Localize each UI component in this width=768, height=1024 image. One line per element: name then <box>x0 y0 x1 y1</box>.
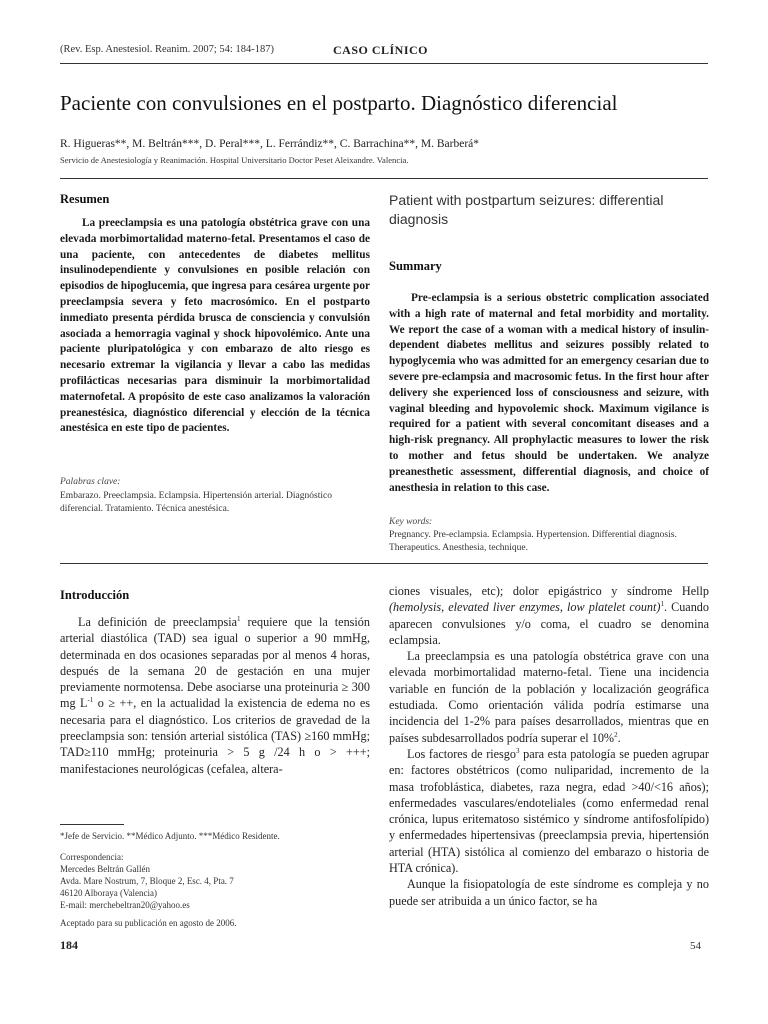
keywords-text-en: Pregnancy. Pre-eclampsia. Eclampsia. Hypertension. Differential diagnosis. Therapeutics. Anesthesia, technique. <box>389 530 677 553</box>
page-number-left: 184 <box>60 938 78 952</box>
intro-paragraph: La preeclampsia es una patología obstétrica grave con una elevada morbimortalidad materno-fetal. Tiene una incidencia variable en función de la población y localización geográfica estudiada. Como orientación válida podría estimarse una incidencia del 1-2% para países desarrollados, mientras que en países subdesarrollados podría superar el 10%$^2$. <box>389 649 709 745</box>
authors: R. Higueras**, M. Beltrán***, D. Peral***, L. Ferrándiz**, C. Barrachina**, M. Barberá* <box>60 138 480 150</box>
affiliation: Servicio de Anestesiología y Reanimación. Hospital Universitario Doctor Peset Aleixandre. Valencia. <box>60 155 409 165</box>
page-number-right: 54 <box>690 940 701 952</box>
correspondence-email[interactable]: E-mail: merchebeltran20@yahoo.es <box>60 900 190 910</box>
summary-paragraph: Pre-eclampsia is a serious obstetric complication associated with a high rate of maternal and fetal morbidity and mortality. We report the case of a woman with a medical history of insulin-dependent diabetes mellitus and seizures possibly related to hypoglycemia who was admitted for an emergency cesarian due to severe pre-eclampsia and macrosomic fetus. In the first hour after delivery she experienced loss of consciousness and seizure, with vaginal bleeding and hypovolemic shock. Maximum vigilance is required for a patient with several concomitant diseases and a high-risk pregnancy. All prophylactic measures to lower the risk to mother and fetus should be undertaken. We analyze preanesthetic assessment, differential diagnosis, and choice of anesthesia in relation to this case. <box>389 292 709 494</box>
title-rule <box>60 178 708 179</box>
intro-heading: Introducción <box>60 588 130 602</box>
intro-paragraph: Aunque la fisiopatología de este síndrome es compleja y no puede ser atribuida a un único factor, se ha <box>389 877 709 908</box>
correspondence-label: Correspondencia: <box>60 852 124 862</box>
header-rule <box>60 63 708 64</box>
keywords-label: Palabras clave: <box>60 477 121 487</box>
acceptance-note: Aceptado para su publicación en agosto de 2006. <box>60 918 237 928</box>
intro-paragraph: La definición de preeclampsia$^1$ requiere que la tensión arterial diastólica (TAD) sea igual o superior a 90 mmHg, determinada en dos ocasiones separadas por al menos 4 horas, después de la semana 20 de gestación en una mujer previamente normotensa. Debe asociarse una proteinuria ≥ 300 mg $L^{-1}$ o ≥ ++, en la actualidad la existencia de edema no es necesaria para el diagnóstico. Los criterios de gravedad de la preeclampsia son: tensión arterial sistólica (TAS) ≥160 mmHg; TAD≥110 mmHg; proteinuria > 5 g /24 h o > +++; manifestaciones neurológicas (cefalea, altera- <box>60 614 370 776</box>
journal-citation: (Rev. Esp. Anestesiol. Reanim. 2007; 54: 184-187) <box>60 44 274 55</box>
section-label: CASO CLÍNICO <box>333 43 429 57</box>
resumen-text <box>60 216 370 437</box>
resumen-paragraph: La preeclampsia es una patología obstétrica grave con una elevada morbimortalidad materno-fetal. Presentamos el caso de una paciente, con antecedentes de diabetes mellitus insulinodependiente y convulsiones en posible relación con episodios de hipoglucemia, que ingresa para cesárea urgente por preeclampsia severa y feto macrosómico. En el postparto inmediato presenta pérdida brusca de consciencia y convulsión asociada a hemorragia vaginal y shock hipovolémico. Ante una paciente pluripatológica y con embarazo de alto riesgo es necesario extremar la vigilancia y llevar a cabo las medidas profilácticas necesarias para disminuir la morbimortalidad maternofetal. A propósito de este caso analizamos la valoración preanestésica, diagnóstico diferencial y elección de la técnica anestésica en este tipo de pacientes. <box>60 217 370 435</box>
summary-heading: Summary <box>389 259 442 273</box>
keywords-text: Embarazo. Preeclampsia. Eclampsia. Hipertensión arterial. Diagnóstico diferencial. Tratamiento. Técnica anestésica. <box>60 491 332 514</box>
author-roles: *Jefe de Servicio. **Médico Adjunto. ***Médico Residente. <box>60 831 280 841</box>
intro-col-1 <box>60 614 370 777</box>
intro-paragraph-cont: ciones visuales, etc); dolor epigástrico y síndrome Hellp (hemolysis, elevated liver enzymes, low platelet count)$^1$. Cuando aparecen convulsiones y/o coma, el cuadro se denomina eclampsia. <box>389 584 709 647</box>
keywords-label-en: Key words: <box>389 517 433 527</box>
resumen-heading: Resumen <box>60 192 110 206</box>
footnote-rule <box>60 824 124 825</box>
correspondence-name: Mercedes Beltrán Gallén <box>60 864 150 874</box>
summary-text <box>389 291 709 496</box>
intro-paragraph: Los factores de riesgo$^3$ para esta patología se pueden agrupar en: factores obstétricos (como nuliparidad, incremento de la masa trofoblástica, diabetes, raza negra, edad >40/<16 años); enfermedades vasculares/endoteliales (como enfermedad renal crónica, lupus eritematoso sistémico y síndrome antifosfolípido) y enfermedades hipertensivas (preeclampsia previa, hipertensión arterial (HTA) sistólica al comienzo del embarazo o historia de HTA crónica). <box>389 746 709 876</box>
correspondence <box>60 851 370 911</box>
correspondence-address: Avda. Mare Nostrum, 7, Bloque 2, Esc. 4, Pta. 7 <box>60 876 234 886</box>
article-title: Paciente con convulsiones en el postparto. Diagnóstico diferencial <box>60 91 618 115</box>
intro-col-2 <box>389 583 709 909</box>
abstract-rule <box>60 563 708 564</box>
correspondence-city: 46120 Alboraya (Valencia) <box>60 888 157 898</box>
english-title: Patient with postpartum seizures: differential diagnosis <box>389 192 664 227</box>
summary-keywords <box>389 517 709 555</box>
resumen-keywords <box>60 477 370 516</box>
